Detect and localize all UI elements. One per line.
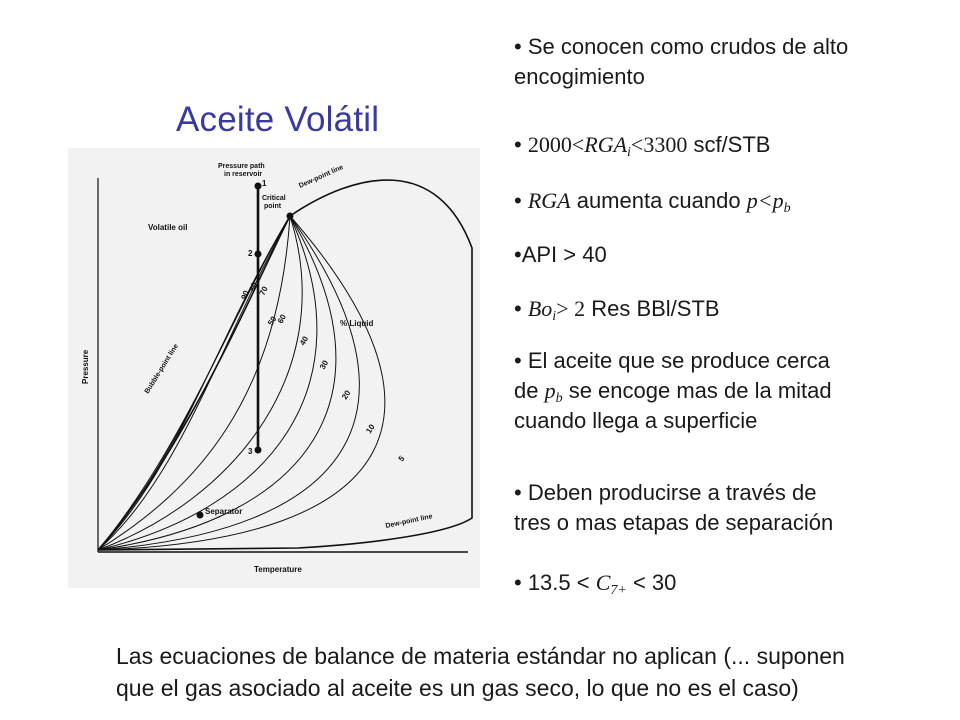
quality-label-5: 5 — [396, 454, 407, 464]
quality-line-40 — [98, 216, 302, 550]
c7-sub: 7+ — [610, 583, 627, 598]
pressure-axis-label: Pressure — [81, 349, 90, 384]
bo-sub: i — [552, 309, 557, 324]
c7-var: C — [595, 570, 611, 595]
rga-increase-text: aumenta cuando — [570, 188, 747, 213]
quality-label-10: 10 — [364, 422, 377, 436]
separator-marker — [197, 512, 204, 519]
bullet-oil-shrinks-line3: cuando llega a superficie — [514, 408, 758, 433]
bullet-bo-dot: • — [514, 296, 528, 321]
point-1-marker — [255, 183, 262, 190]
quality-label-30: 30 — [317, 358, 331, 371]
bo-gt: > 2 — [556, 296, 586, 321]
point-2-label: 2 — [248, 249, 253, 258]
phase-diagram-svg — [68, 148, 480, 588]
footer-line1: Las ecuaciones de balance de materia estándar no aplican (... suponen — [116, 643, 845, 669]
quality-label-50: 50 — [266, 314, 279, 328]
rga-increase-sub: b — [783, 201, 791, 216]
rga-range-end: <3300 — [630, 132, 688, 157]
quality-label-60: 60 — [275, 312, 288, 325]
slide-title: Aceite Volátil — [176, 100, 380, 139]
bullet-separation-line2: tres o mas etapas de separación — [514, 510, 834, 535]
critical-point-marker — [287, 213, 294, 220]
oil-shrinks-post: se encoge mas de la mitad — [562, 378, 832, 403]
phase-diagram-figure — [68, 148, 480, 588]
rga-unit: scf/STB — [687, 132, 771, 157]
dew-point-curve — [98, 180, 472, 550]
quality-label-20: 20 — [340, 388, 353, 402]
point-3-marker — [255, 447, 262, 454]
bullet-api: •API > 40 — [514, 242, 607, 267]
bullet-rga-increase-dot: • — [514, 188, 528, 213]
quality-label-40: 40 — [297, 334, 311, 347]
oil-shrinks-sub: b — [555, 391, 563, 406]
quality-label-80: 80 — [247, 281, 260, 293]
bullet-rga-increase — [514, 186, 944, 216]
rga-var: RGA — [584, 132, 628, 157]
in-reservoir-label: in reservoir — [224, 171, 263, 178]
rga-range-start: 2000< — [527, 132, 585, 157]
oil-shrinks-p: p — [544, 378, 556, 403]
bullet-high-shrinkage-line1: • Se conocen como crudos de alto — [514, 34, 849, 59]
dew-point-line-bottom-label: Dew-point line — [384, 513, 434, 530]
volatile-oil-label: Volatile oil — [148, 223, 188, 232]
bullet-c7-range — [514, 568, 944, 598]
rga-sub: i — [627, 145, 631, 160]
c7-pre: • 13.5 < — [514, 570, 596, 595]
point-2-marker — [255, 251, 262, 258]
bullet-rga-range — [514, 130, 944, 160]
rga-increase-p: p<p — [746, 188, 784, 213]
bullet-separation-stages — [514, 478, 944, 538]
bo-unit: Res BBl/STB — [585, 296, 720, 321]
critical-label: Critical — [262, 195, 286, 202]
rga-increase-var: RGA — [527, 188, 571, 213]
c7-post: < 30 — [626, 570, 677, 595]
point-3-label: 3 — [248, 447, 253, 456]
bullet-high-shrinkage-line2: encogimiento — [514, 64, 645, 89]
quality-label-90: 90 — [239, 289, 251, 301]
separator-label: Separator — [205, 507, 243, 516]
bubble-point-line-label: Bubble-point line — [143, 342, 180, 396]
bullet-high-shrinkage — [514, 32, 944, 92]
bullet-oil-shrinks — [514, 346, 944, 436]
footer-note — [116, 640, 936, 704]
bullet-separation-line1: • Deben producirse a través de — [514, 480, 817, 505]
dew-point-line-top-label: Dew-point line — [297, 163, 345, 190]
quality-line-20 — [98, 216, 336, 550]
percent-liquid-label: % Liquid — [340, 319, 374, 328]
temperature-axis-label: Temperature — [254, 565, 302, 574]
bullet-oil-shrinks-line1: • El aceite que se produce cerca — [514, 348, 830, 373]
pressure-path-label: Pressure path — [218, 163, 265, 170]
quality-label-70: 70 — [257, 284, 270, 297]
quality-line-70 — [98, 216, 290, 550]
bo-var: Bo — [527, 296, 553, 321]
bullet-bo — [514, 294, 944, 324]
bullet-oil-shrinks-line2 — [514, 376, 944, 406]
bullet-rga-range-dot: • — [514, 132, 528, 157]
point-1-label: 1 — [262, 179, 267, 188]
point-label: point — [264, 203, 282, 210]
quality-line-5 — [98, 216, 385, 550]
footer-line2: que el gas asociado al aceite es un gas seco, lo que no es el caso) — [116, 675, 799, 701]
oil-shrinks-pre: de — [514, 378, 545, 403]
